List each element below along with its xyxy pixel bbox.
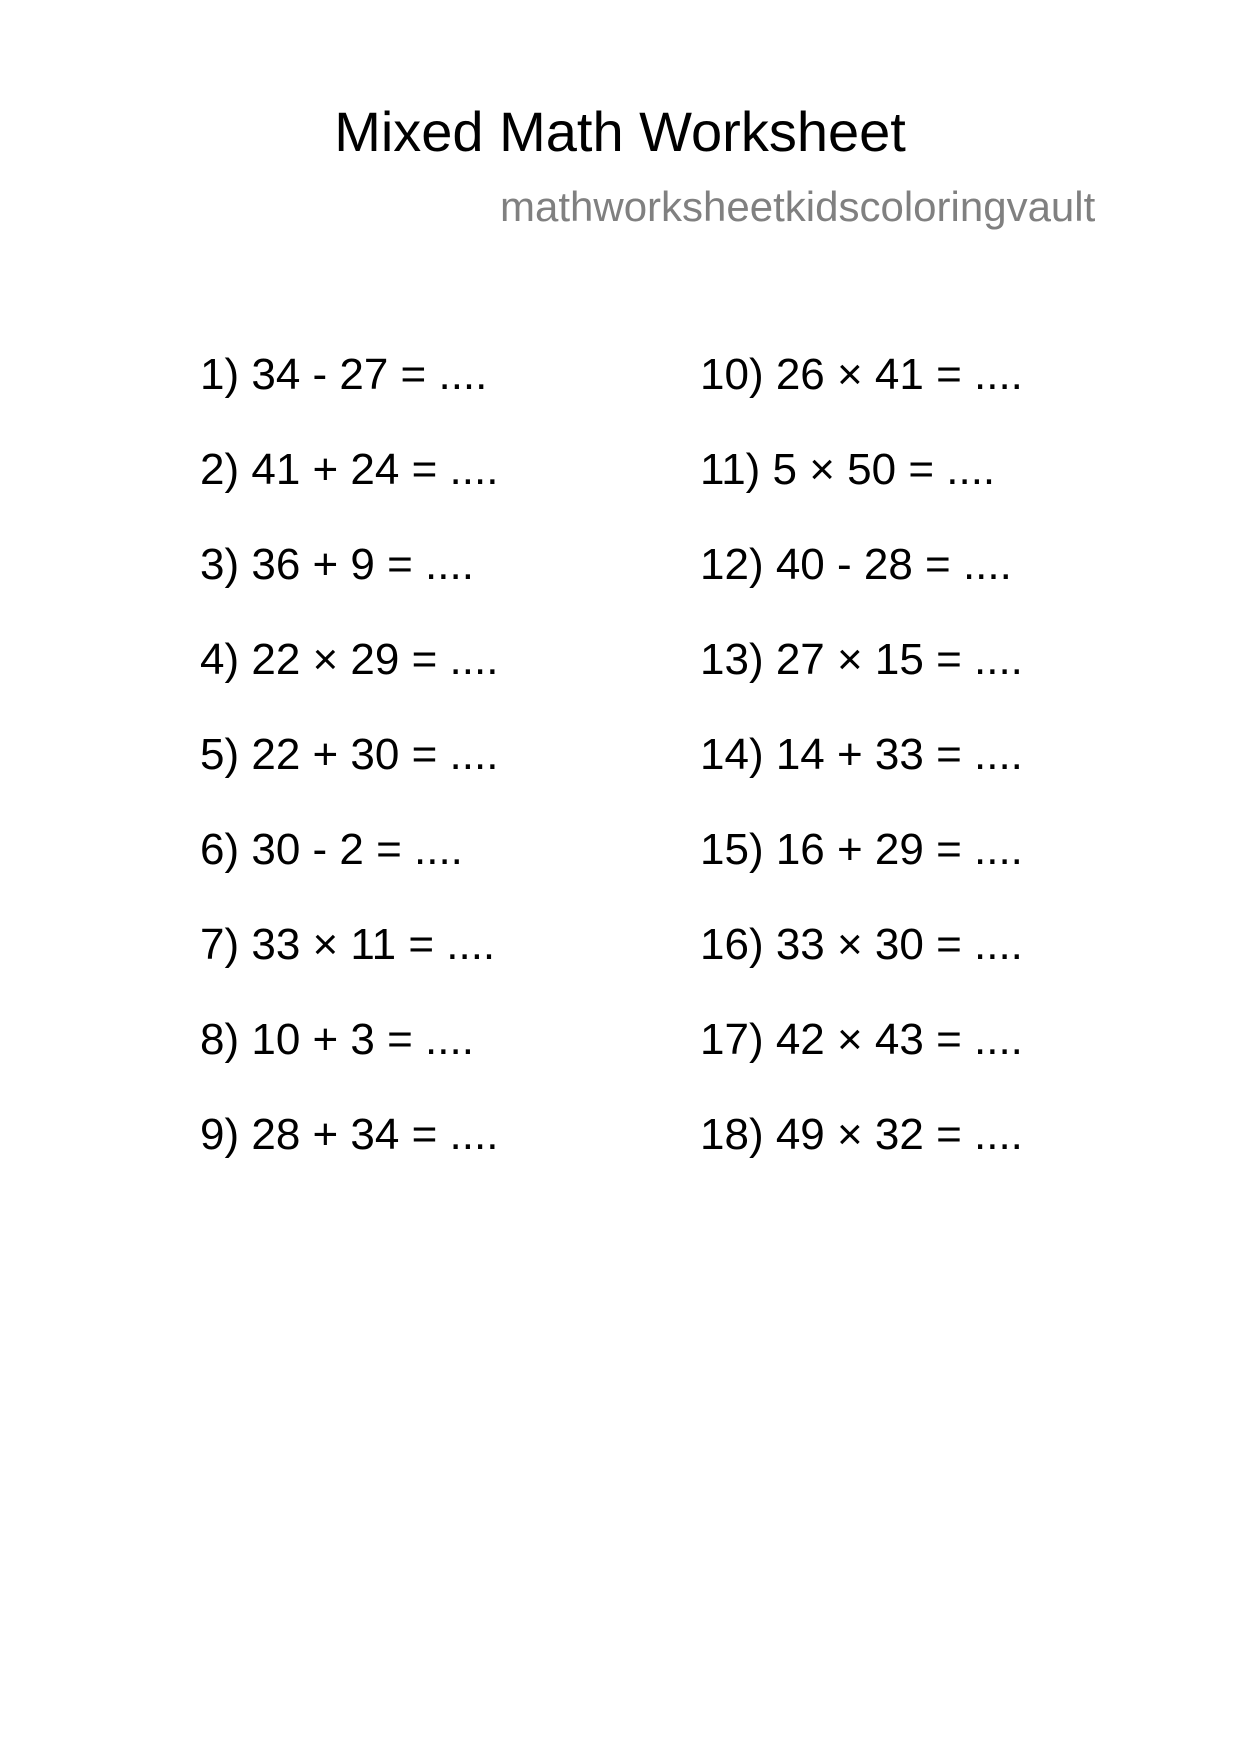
problem-17: 17) 42 × 43 = .... [700, 1015, 1023, 1064]
problem-10: 10) 26 × 41 = .... [700, 350, 1023, 399]
problem-3: 3) 36 + 9 = .... [200, 540, 474, 589]
problem-16: 16) 33 × 30 = .... [700, 920, 1023, 969]
problem-15: 15) 16 + 29 = .... [700, 825, 1023, 874]
problem-9: 9) 28 + 34 = .... [200, 1110, 499, 1159]
problem-11: 11) 5 × 50 = .... [700, 445, 996, 494]
problem-12: 12) 40 - 28 = .... [700, 540, 1012, 589]
problem-1: 1) 34 - 27 = .... [200, 350, 488, 399]
worksheet-title: Mixed Math Worksheet [334, 100, 906, 163]
problem-column-left [200, 350, 498, 1205]
problem-2: 2) 41 + 24 = .... [200, 445, 499, 494]
problem-14: 14) 14 + 33 = .... [700, 730, 1023, 779]
problem-13: 13) 27 × 15 = .... [700, 635, 1023, 684]
problem-18: 18) 49 × 32 = .... [700, 1110, 1023, 1159]
problem-7: 7) 33 × 11 = .... [200, 920, 496, 969]
worksheet-watermark: mathworksheetkidscoloringvault [500, 183, 1096, 230]
problem-5: 5) 22 + 30 = .... [200, 730, 499, 779]
problem-8: 8) 10 + 3 = .... [200, 1015, 474, 1064]
problem-6: 6) 30 - 2 = .... [200, 825, 463, 874]
problem-4: 4) 22 × 29 = .... [200, 635, 499, 684]
problem-column-right [700, 350, 1023, 1205]
